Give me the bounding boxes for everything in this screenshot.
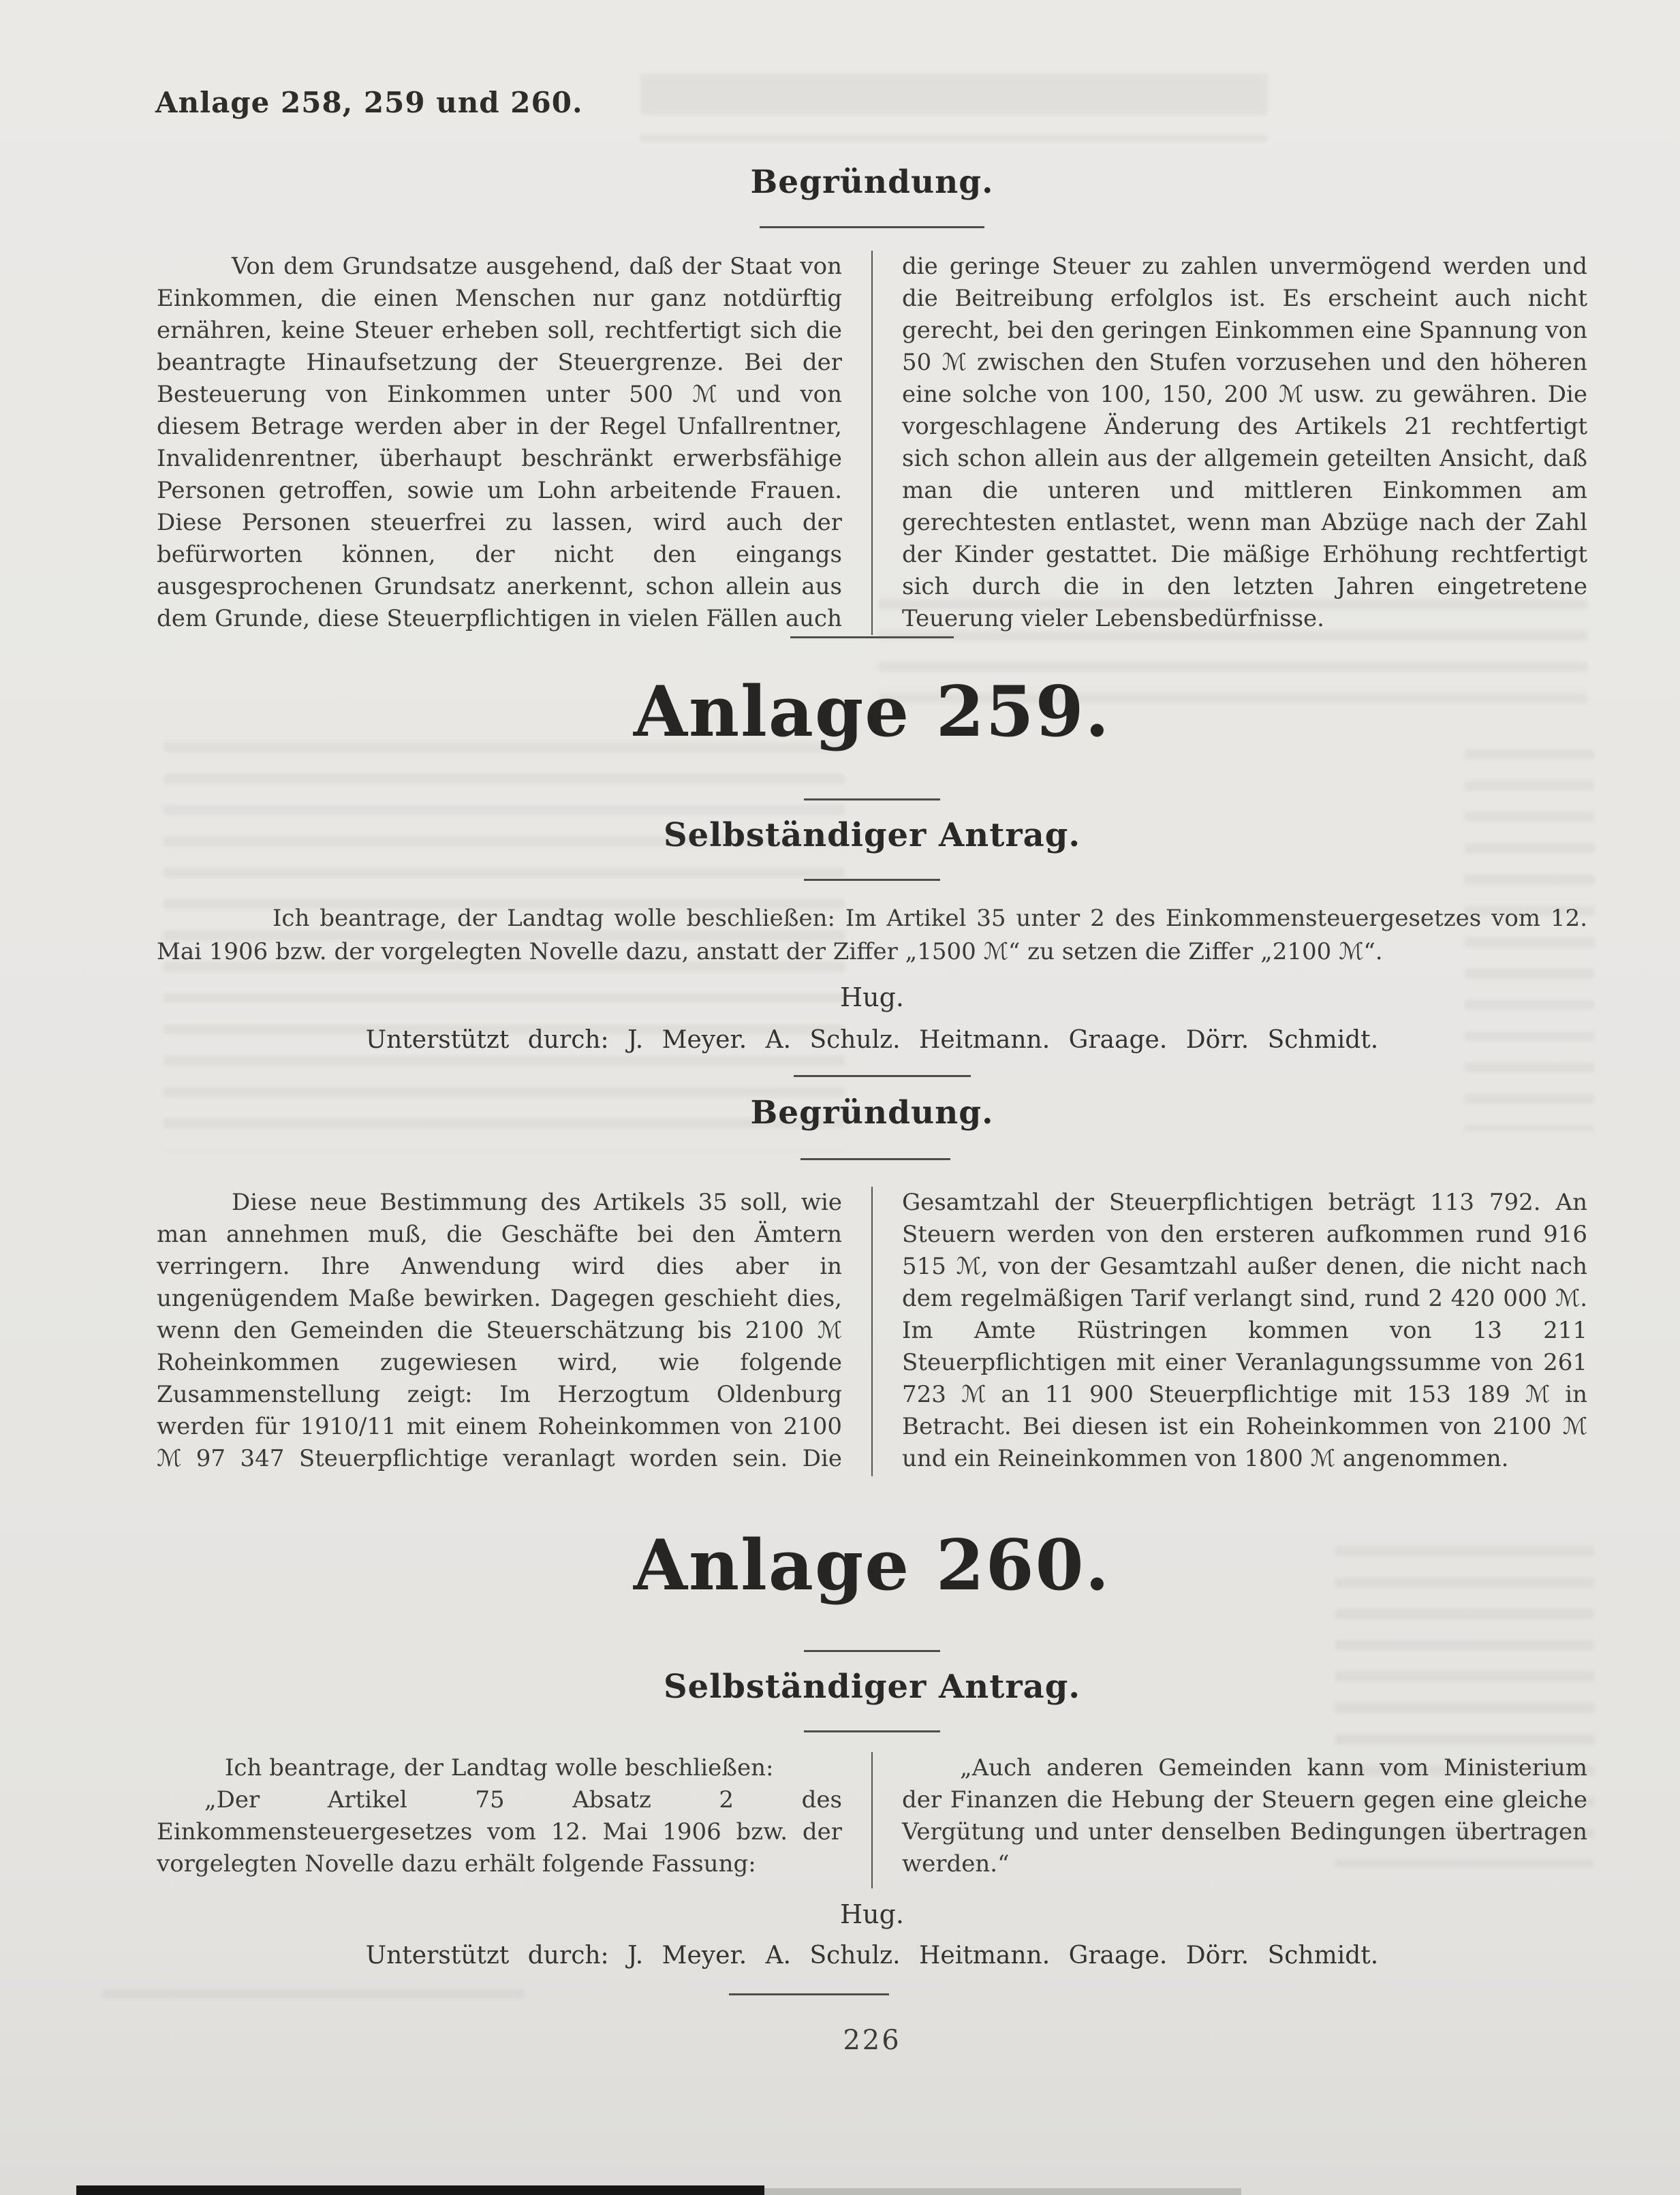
divider-rule: [804, 798, 940, 800]
anlage-259-subtitle: Selbständiger Antrag.: [663, 816, 1081, 854]
bleed-through-ghost-top: [640, 74, 1267, 142]
end-separator-rule: [729, 1993, 889, 1995]
scan-edge-artifact-light: [764, 2188, 1241, 2195]
anlage-260-motion-quote-1: „Der Artikel 75 Absatz 2 des Einkommensteuergesetzes vom 12. Mai 1906 bzw. der vorgelegten Novelle dazu erhält folgende Fassung:: [157, 1786, 842, 1878]
bleed-through-ghost-bottom: [102, 1989, 525, 2021]
begruendung-258-heading: Begründung.: [750, 164, 994, 201]
anlage-259-title: Anlage 259.: [633, 671, 1111, 753]
anlage-259-supporters: Unterstützt durch: J. Meyer. A. Schulz. Heitmann. Graage. Dörr. Schmidt.: [365, 1026, 1379, 1054]
divider-rule: [804, 1730, 940, 1732]
section-separator-rule: [790, 636, 954, 638]
begruendung-259-heading: Begründung.: [750, 1094, 994, 1132]
running-head: Anlage 258, 259 und 260.: [155, 86, 583, 119]
anlage-260-title: Anlage 260.: [633, 1525, 1111, 1606]
scan-edge-artifact: [76, 2185, 764, 2195]
divider-rule: [800, 1158, 950, 1160]
divider-rule: [804, 879, 940, 881]
divider-rule: [794, 1075, 971, 1077]
divider-rule: [804, 1650, 940, 1652]
anlage-260-subtitle: Selbständiger Antrag.: [663, 1668, 1081, 1706]
anlage-260-signature: Hug.: [839, 1899, 905, 1929]
begruendung-258-paragraph: Von dem Grundsatze ausgehend, daß der Staat von Einkommen, die einen Menschen nur ganz notdürftig ernähren, keine Steuer erheben soll, rechtfertigt sich die beantragte Hinaufsetzung der Steuergrenze. Bei der Besteuerung von Einkommen unter 500 ℳ und von diesem Betrage werden aber in der Regel Unfallrentner, Invalidenrentner, überhaupt beschränkt erwerbsfähige Personen getroffen, sowie um Lohn arbeitende Frauen. Diese Personen steuerfrei zu lassen, wird auch der befürworten können, der nicht den eingangs ausgesprochenen Grundsatz anerkennt, schon allein aus dem Grunde, diese Steuerpflichtigen in vielen Fällen auch die geringe Steuer zu zahlen unvermögend werden und die Beitreibung erfolglos ist. Es erscheint auch nicht gerecht, bei den geringen Einkommen eine Spannung von 50 ℳ zwischen den Stufen vorzusehen und den höheren eine solche von 100, 150, 200 ℳ usw. zu gewähren. Die vorgeschlagene Änderung des Artikels 21 rechtfertigt sich schon allein aus der allgemein geteilten Ansicht, daß man die unteren und mittleren Einkommen am gerechtesten entlastet, wenn man Abzüge nach der Zahl der Kinder gestattet. Die mäßige Erhöhung rechtfertigt sich durch die in den letzten Jahren eingetretene Teuerung vieler Lebensbedürfnisse.: [157, 253, 1587, 632]
divider-rule: [760, 226, 984, 228]
anlage-259-motion-text: Ich beantrage, der Landtag wolle beschließen: Im Artikel 35 unter 2 des Einkommensteuergesetzes vom 12. Mai 1906 bzw. der vorgelegten Novelle dazu, anstatt der Ziffer „1500 ℳ“ zu setzen die Ziffer „2100 ℳ“.: [157, 905, 1587, 965]
begruendung-259-paragraph: Diese neue Bestimmung des Artikels 35 soll, wie man annehmen muß, die Geschäfte bei den Ämtern verringern. Ihre Anwendung wird dies aber in ungenügendem Maße bewirken. Dagegen geschieht dies, wenn den Gemeinden die Steuerschätzung bis 2100 ℳ Roheinkommen zugewiesen wird, wie folgende Zusammenstellung zeigt: Im Herzogtum Oldenburg werden für 1910/11 mit einem Roheinkommen von 2100 ℳ 97 347 Steuerpflichtige veranlagt worden sein. Die Gesamtzahl der Steuerpflichtigen beträgt 113 792. An Steuern werden von den ersteren aufkommen rund 916 515 ℳ, von der Gesamtzahl außer denen, die nicht nach dem regelmäßigen Tarif verlangt sind, rund 2 420 000 ℳ. Im Amte Rüstringen kommen von 13 211 Steuerpflichtigen mit einer Veranlagungssumme von 261 723 ℳ an 11 900 Steuerpflichtige mit 153 189 ℳ in Betracht. Bei diesen ist ein Roheinkommen von 2100 ℳ und ein Reineinkommen von 1800 ℳ angenommen.: [157, 1189, 1587, 1472]
anlage-260-supporters: Unterstützt durch: J. Meyer. A. Schulz. Heitmann. Graage. Dörr. Schmidt.: [365, 1942, 1379, 1970]
anlage-260-motion-intro: Ich beantrage, der Landtag wolle beschließen:: [225, 1754, 774, 1781]
anlage-260-motion: [157, 1752, 1587, 1888]
anlage-259-motion: [157, 902, 1587, 969]
anlage-260-motion-quote-2: „Auch anderen Gemeinden kann vom Ministerium der Finanzen die Hebung der Steuern gegen eine gleiche Vergütung und unter denselben Bedingungen übertragen werden.“: [902, 1754, 1587, 1878]
page-number: 226: [843, 2025, 901, 2056]
begruendung-258-body: [157, 251, 1587, 635]
anlage-259-signature: Hug.: [839, 982, 905, 1012]
begruendung-259-body: [157, 1187, 1587, 1476]
